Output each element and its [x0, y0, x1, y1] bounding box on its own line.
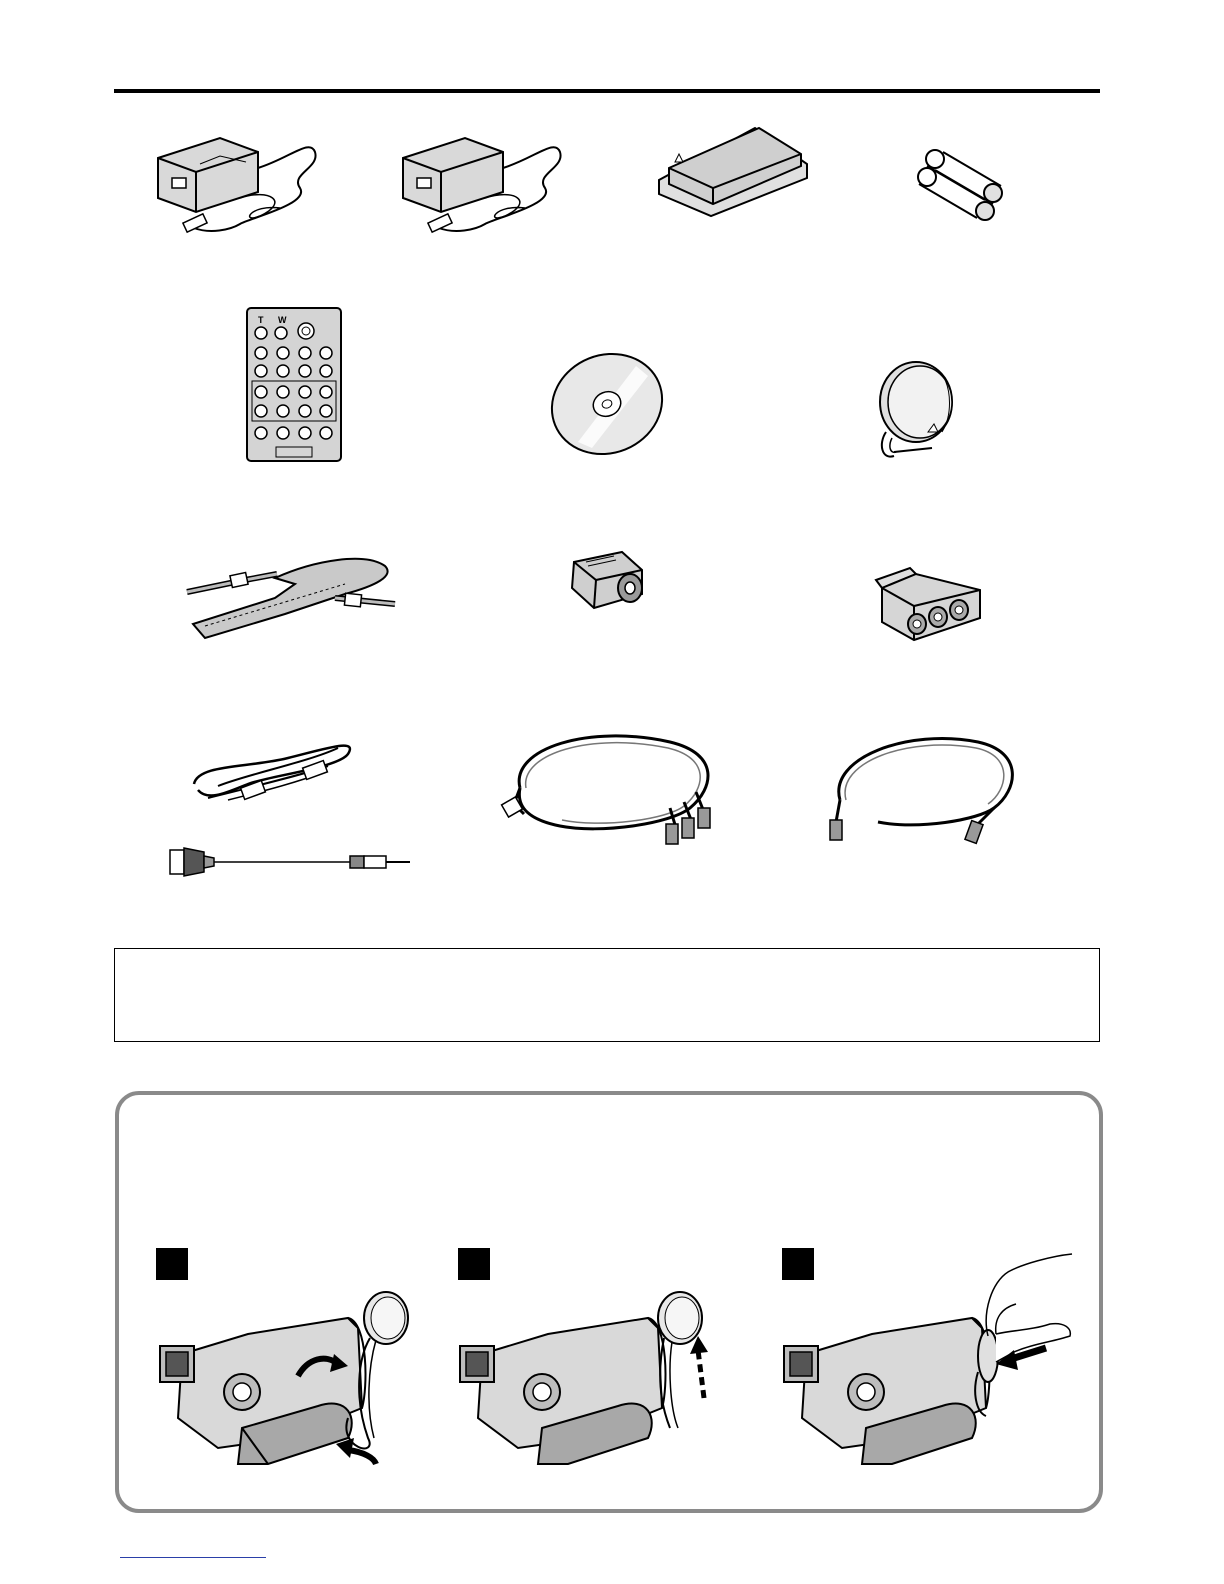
shoulder-strap-icon	[185, 554, 399, 646]
header-rule	[114, 89, 1100, 93]
remote-label-t: T	[258, 315, 264, 325]
lens-cap-icon	[872, 360, 968, 464]
remote-label-w: W	[278, 315, 287, 325]
batteries-icon	[915, 144, 1020, 222]
attach-cap-strap-icon	[158, 1288, 418, 1483]
battery-pack-icon	[655, 124, 811, 220]
power-cord-icon	[188, 728, 356, 808]
loop-cap-strap-icon	[458, 1288, 728, 1483]
fit-lens-cap-icon	[782, 1252, 1076, 1483]
step-2-marker	[458, 1248, 490, 1280]
ac-adapter-icon	[150, 128, 320, 240]
notice-box	[114, 948, 1100, 1042]
pc-cable-icon	[166, 842, 414, 878]
cd-rom-icon	[548, 352, 666, 456]
footer-link-underline	[120, 1557, 266, 1558]
av-cable-icon	[500, 728, 712, 852]
ac-adapter-icon	[395, 128, 565, 240]
core-filter-icon	[566, 548, 650, 612]
step-1-marker	[156, 1248, 188, 1280]
rca-cable-icon	[828, 728, 1016, 846]
scart-adapter-icon	[870, 560, 982, 644]
remote-control-icon	[246, 307, 342, 463]
